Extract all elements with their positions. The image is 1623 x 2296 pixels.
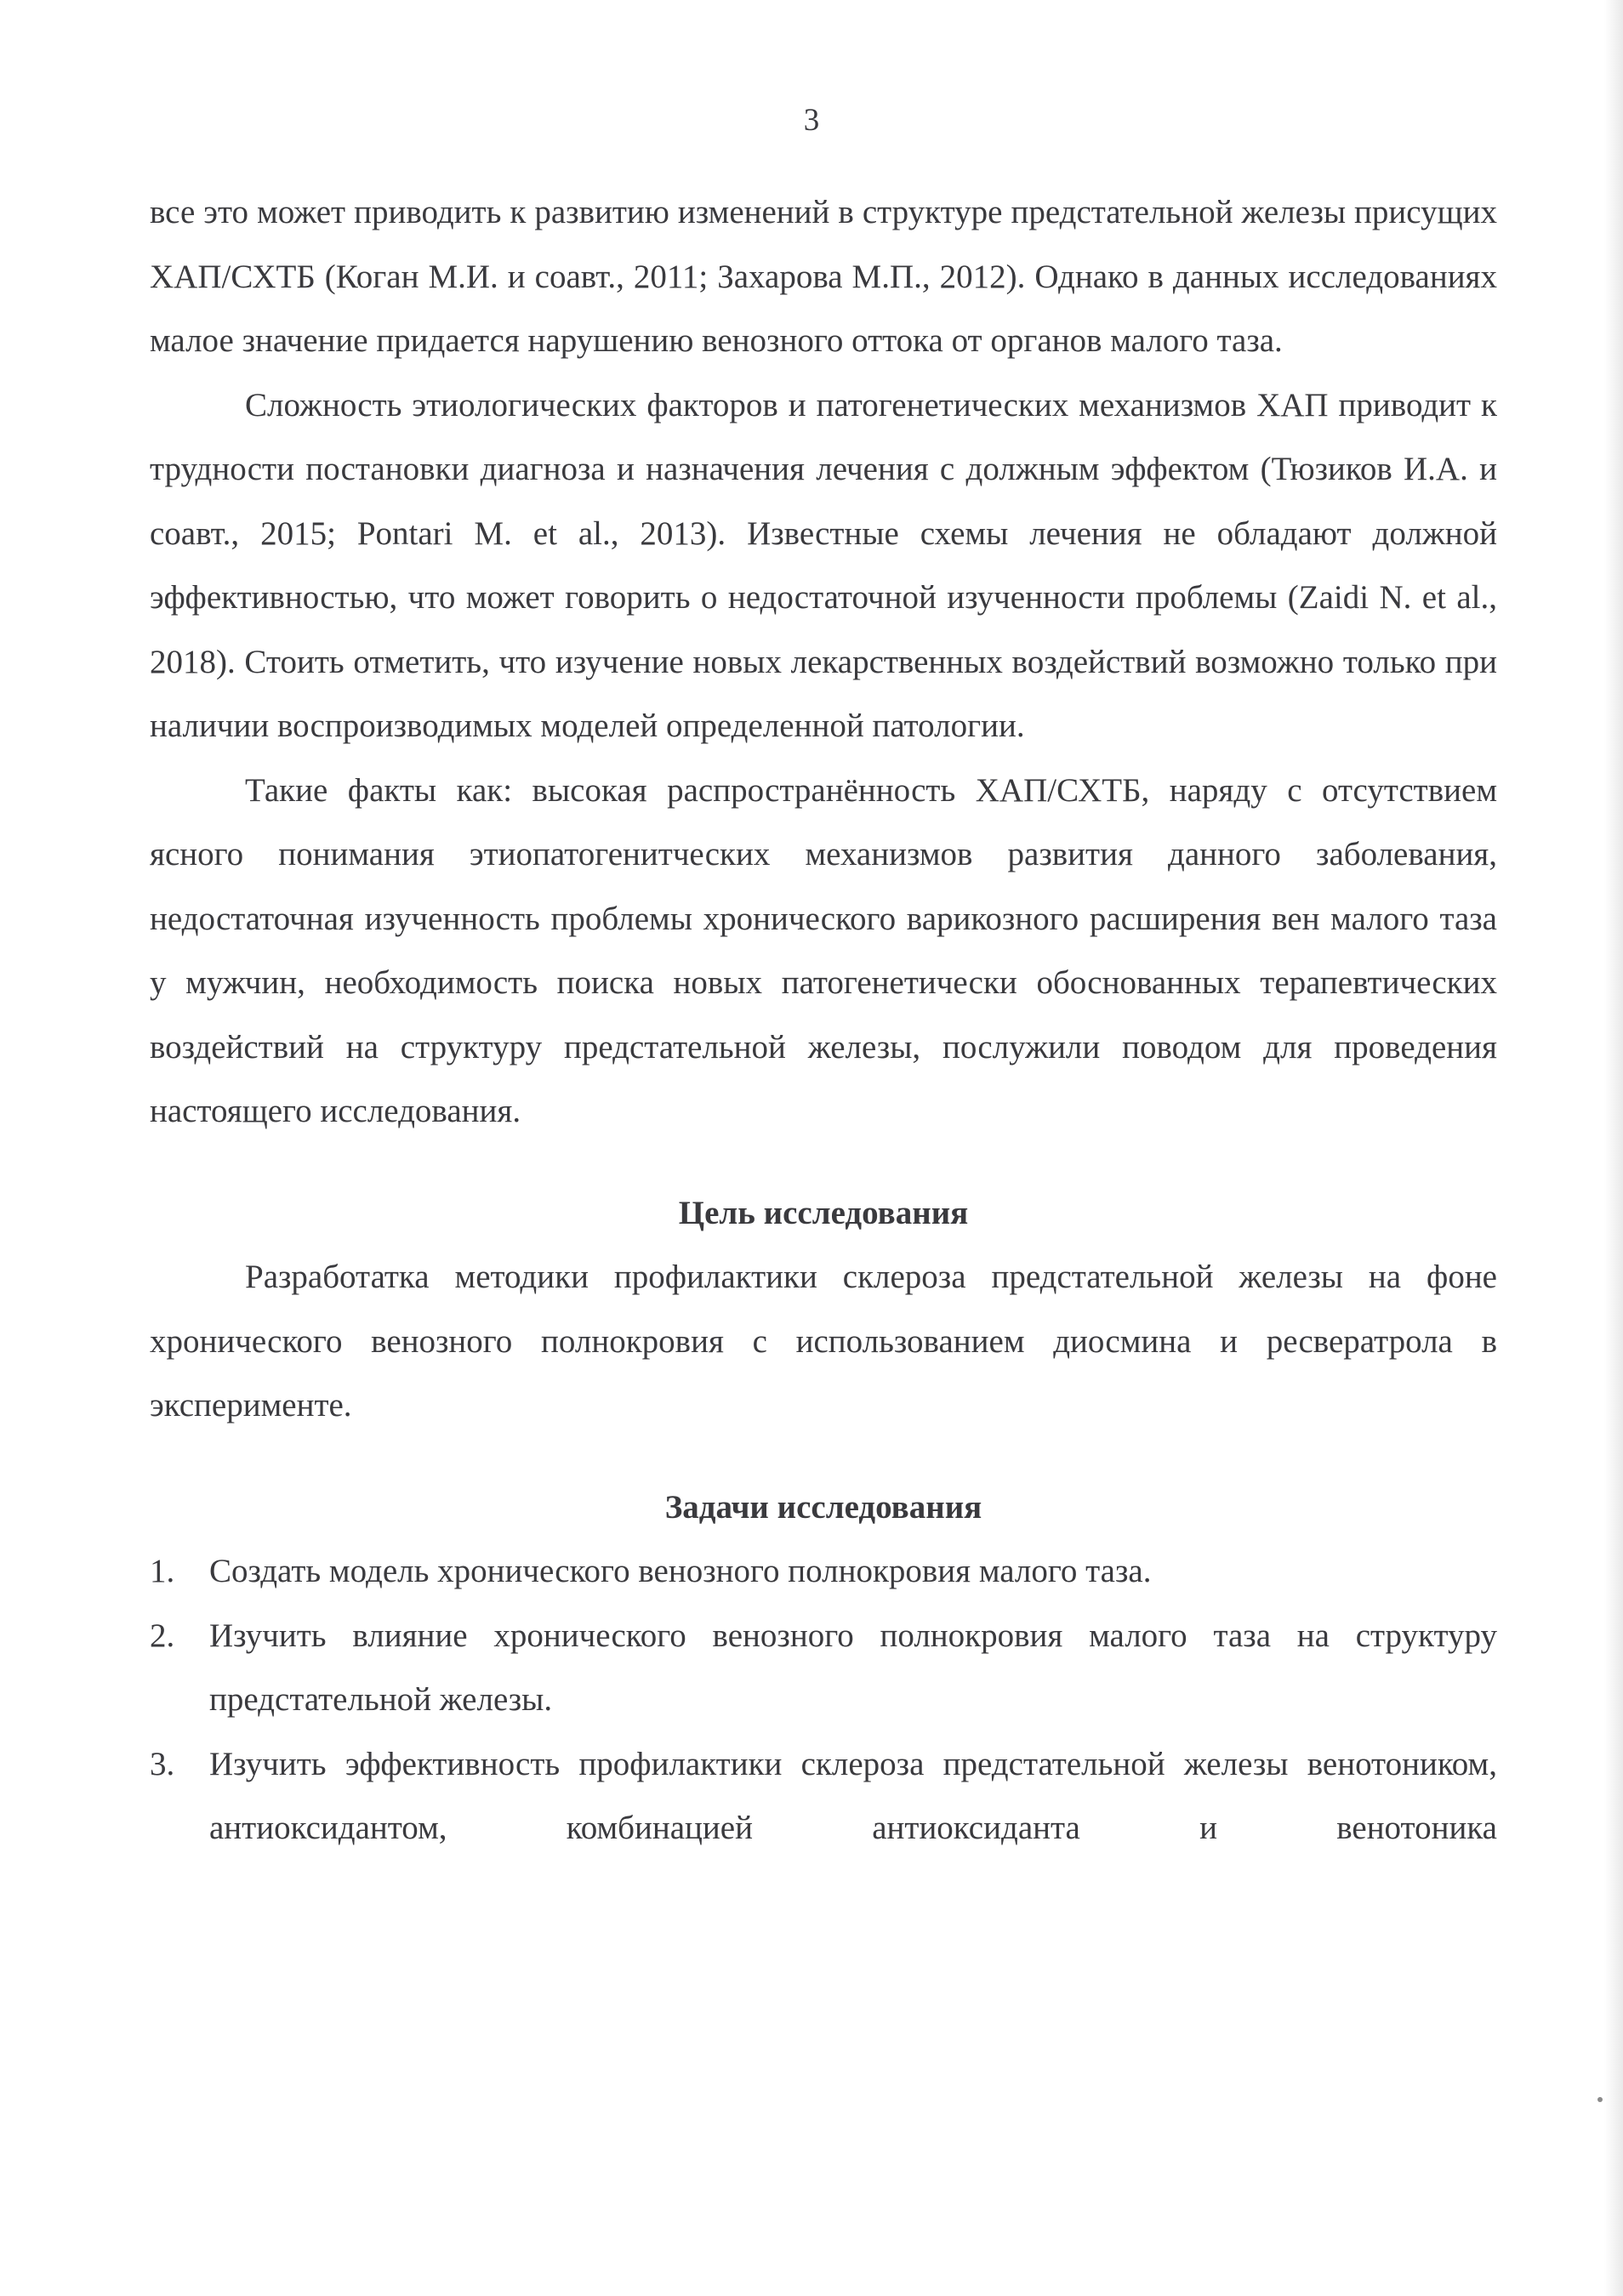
tasks-heading: Задачи исследования xyxy=(664,1488,982,1526)
tasks-list xyxy=(150,1539,1497,1861)
scan-edge-shadow xyxy=(1604,0,1623,2296)
task-text: Изучить влияние хронического венозного полнокровия малого таза на структуру предстательной железы. xyxy=(209,1617,1497,1718)
goal-paragraph: Разработатка методики профилактики склероза предстательной железы на фоне хронического венозного полнокровия с использованием диосмина и ресвератрола в эксперименте. xyxy=(150,1259,1497,1424)
task-number: 3. xyxy=(150,1745,175,1782)
intro-paragraph: все это может приводить к развитию изменений в структуре предстательной железы присущих ХАП/СХТБ (Коган М.И. и соавт., 2011; Захарова М.П., 2012). Однако в данных исследованиях малое значение придается нарушению венозного оттока от органов малого таза. xyxy=(150,194,1497,359)
facts-paragraph: Такие факты как: высокая распространённость ХАП/СХТБ, наряду с отсутствием ясного понимания этиопатогенитческих механизмов развития данного заболевания, недостаточная изученность проблемы хронического варикозного расширения вен малого таза у мужчин, необходимость поиска новых патогенетически обоснованных терапевтических воздействий на структуру предстательной железы, послужили поводом для проведения настоящего исследования. xyxy=(150,771,1497,1129)
task-number: 2. xyxy=(150,1617,175,1654)
page-number: 3 xyxy=(803,103,820,138)
document-body xyxy=(150,180,1497,1861)
task-text: Создать модель хронического венозного полнокровия малого таза. xyxy=(209,1553,1152,1589)
scan-speck xyxy=(1597,2097,1603,2102)
complexity-paragraph: Сложность этиологических факторов и патогенетических механизмов ХАП приводит к трудности постановки диагноза и назначения лечения с должным эффектом (Тюзиков И.А. и соавт., 2015; Pontari M. et al., 2013). Известные схемы лечения не обладают должной эффективностью, что может говорить о недостаточной изученности проблемы (Zaidi N. et al., 2018). Стоить отметить, что изучение новых лекарственных воздействий возможно только при наличии воспроизводимых моделей определенной патологии. xyxy=(150,386,1497,744)
goal-heading: Цель исследования xyxy=(678,1194,969,1231)
task-item xyxy=(150,1732,1497,1861)
task-number: 1. xyxy=(150,1553,175,1589)
task-item xyxy=(150,1604,1497,1732)
task-item xyxy=(150,1539,1497,1604)
task-text: Изучить эффективность профилактики склероза предстательной железы венотоником, антиоксидантом, комбинацией антиоксиданта и венотоника xyxy=(209,1745,1497,1846)
